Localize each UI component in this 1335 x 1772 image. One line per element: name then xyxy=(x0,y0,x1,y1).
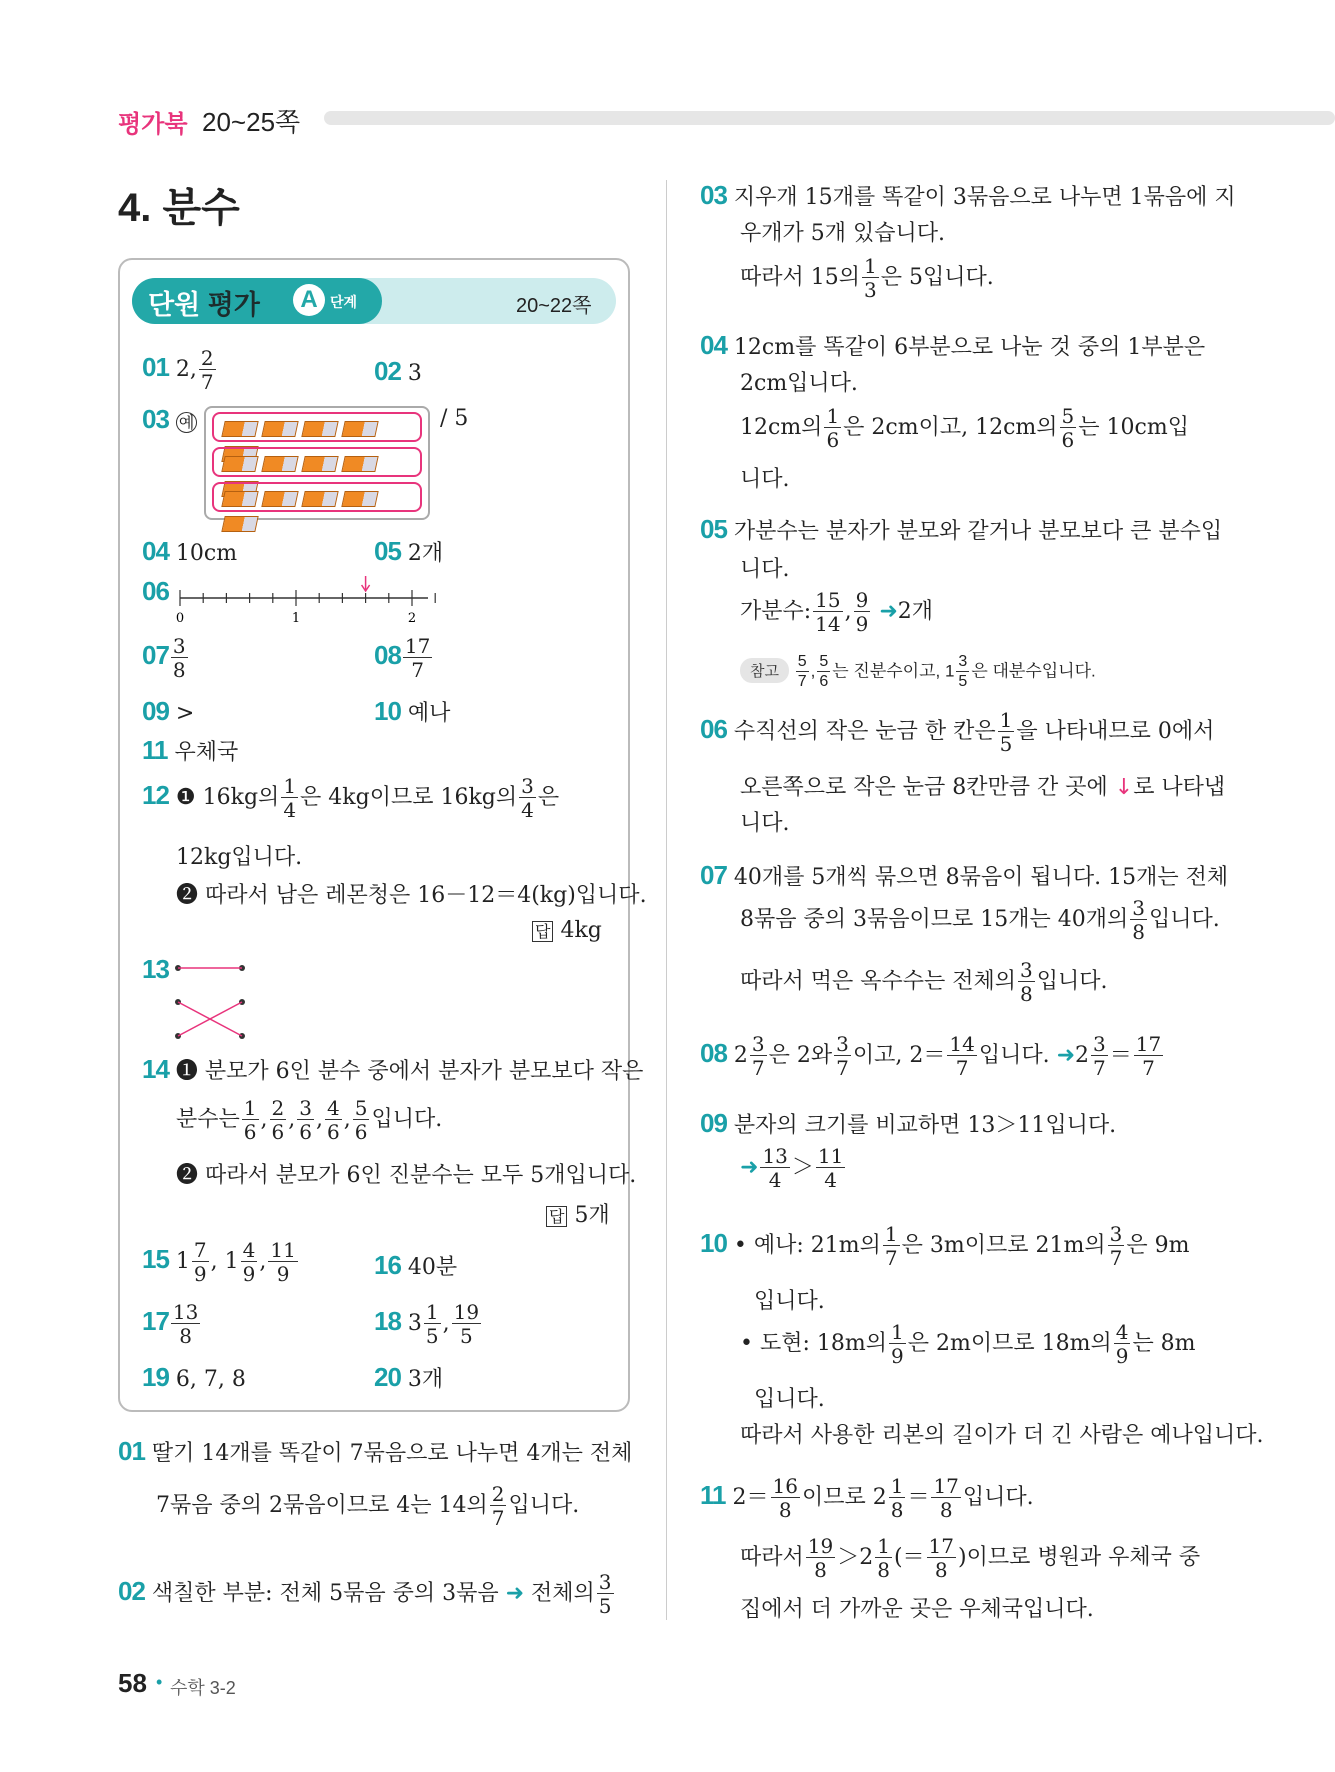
explanation-09-line1: 09 분자의 크기를 비교하면 13＞11입니다. xyxy=(700,1108,1117,1138)
answer-08: 08 $\frac{17}{7}$ xyxy=(374,634,431,682)
tick-label-1: 1 xyxy=(291,611,301,626)
explanation-07-line1: 07 40개를 5개씩 묶으면 8묶음이 됩니다. 15개는 전체 xyxy=(700,860,1229,890)
header-pages: 20~25쪽 xyxy=(202,107,301,137)
answer-06: 06 xyxy=(142,576,169,606)
explanation-04-line1: 04 12cm를 똑같이 6부분으로 나눈 것 중의 1부분은 xyxy=(700,330,1206,360)
answer-16: 16 40분 xyxy=(374,1250,458,1280)
answer-19: 19 6, 7, 8 xyxy=(142,1362,246,1392)
explanation-05-line1: 05 가분수는 분자가 분모와 같거나 분모보다 큰 분수입 xyxy=(700,514,1223,544)
arrow-right-icon: ➜ xyxy=(505,1581,525,1606)
explanation-05-note: 참고 $\frac{5}{7}$ , $\frac{5}{6}$ 는 진분수이고, 1 $\frac{3}{5}$ 은 대분수입니다. xyxy=(740,654,1096,690)
answer-12-line2: 12kg입니다. xyxy=(176,845,303,870)
answer-14-line2: 분수는 $\frac{1}{6}$ , $\frac{2}{6}$ , $\frac{3}{6}$ , $\frac{4}{6}$ , $\frac{5}{6}$ 입니다. xyxy=(176,1096,443,1144)
page-number: 58 xyxy=(118,1668,147,1698)
footer-dot: • xyxy=(156,1672,163,1692)
explanation-07-line3: 따라서 먹은 옥수수는 전체의 $\frac{3}{8}$ 입니다. xyxy=(740,958,1108,1006)
unit-label: 단원 평가 xyxy=(148,290,260,320)
unit-pages: 20~22쪽 xyxy=(516,295,592,317)
answer-17: 17 $\frac{13}{8}$ xyxy=(142,1300,199,1348)
stage-badge: A xyxy=(293,284,325,316)
eraser-group-3 xyxy=(212,482,422,512)
column-divider xyxy=(666,180,667,1620)
answer-14-line3: ❷ 따라서 분모가 6인 진분수는 모두 5개입니다. xyxy=(176,1163,637,1188)
answer-07: 07 $\frac{3}{8}$ xyxy=(142,634,186,682)
chapter-title: 4. 분수 xyxy=(118,186,240,230)
answer-03: 03 예 xyxy=(142,404,197,435)
explanation-03-line3: 따라서 15의 $\frac{1}{3}$ 은 5입니다. xyxy=(740,254,994,302)
explanation-06-line1: 06 수직선의 작은 눈금 한 칸은 $\frac{1}{5}$ 을 나타내므로 0에서 xyxy=(700,708,1215,756)
tick-label-2: 2 xyxy=(407,611,417,626)
answer-10: 10 예나 xyxy=(374,696,451,726)
arrow-right-icon: ➜ xyxy=(879,599,898,624)
explanation-04-line3: 12cm의 $\frac{1}{6}$ 은 2cm이고, 12cm의 $\frac{5}{6}$ 는 10cm입 xyxy=(740,404,1189,452)
explanation-02: 02 색칠한 부분: 전체 5묶음 중의 3묶음 ➜ 전체의 $\frac{3}{5}$ xyxy=(118,1570,612,1618)
down-arrow-icon xyxy=(362,576,370,591)
explanation-08: 08 2 $\frac{3}{7}$ 은 2와 $\frac{3}{7}$ 이고, 2＝ $\frac{14}{7}$ 입니다. ➜2 $\frac{3}{7}$ ＝ $\frac{17}{7}$ xyxy=(700,1032,1162,1080)
answer-04: 04 10cm xyxy=(142,536,238,566)
matching-lines xyxy=(172,956,262,1046)
explanation-05-line2: 니다. xyxy=(740,557,790,582)
eraser-group-1 xyxy=(212,412,422,442)
explanation-05-line3: 가분수: $\frac{15}{14}$ , $\frac{9}{9}$ ➜2개 xyxy=(740,588,934,636)
explanation-03-line2: 우개가 5개 있습니다. xyxy=(740,221,945,246)
explanation-11-line2: 따라서 $\frac{19}{8}$ ＞2 $\frac{1}{8}$ (＝ $\frac{17}{8}$ )이므로 병원과 우체국 중 xyxy=(740,1534,1201,1582)
answer-13: 13 xyxy=(142,954,169,984)
explanation-01-line2: 7묶음 중의 2묶음이므로 4는 14의 $\frac{2}{7}$ 입니다. xyxy=(156,1482,580,1530)
answer-15: 15 1 $\frac{7}{9}$ , 1 $\frac{4}{9}$ , $\frac{11}{9}$ xyxy=(142,1238,296,1286)
explanation-10-line3: • 도현: 18m의 $\frac{1}{9}$ 은 2m이므로 18m의 $\frac{4}{9}$ 는 8m xyxy=(740,1320,1196,1368)
number-line xyxy=(176,570,436,630)
explanation-04-line4: 니다. xyxy=(740,467,790,492)
footer-book: 수학 3-2 xyxy=(170,1678,236,1698)
answer-05: 05 2개 xyxy=(374,536,444,566)
answer-12-final: 답 4kg xyxy=(532,918,602,943)
header-rule xyxy=(324,111,1335,125)
answer-12-line3: ❷ 따라서 남은 레몬청은 16－12＝4(kg)입니다. xyxy=(176,883,647,908)
arrow-right-icon: ➜ xyxy=(1056,1043,1076,1068)
answer-14-final: 답 5개 xyxy=(546,1198,610,1229)
answer-09: 09 > xyxy=(142,696,195,726)
explanation-11-line1: 11 2＝ $\frac{16}{8}$ 이므로 2 $\frac{1}{8}$ ＝ $\frac{17}{8}$ 입니다. xyxy=(700,1474,1034,1522)
explanation-01-line1: 01 딸기 14개를 똑같이 7묶음으로 나누면 4개는 전체 xyxy=(118,1436,633,1466)
answer-11: 11 우체국 xyxy=(142,735,239,765)
explanation-04-line2: 2cm입니다. xyxy=(740,371,858,396)
explanation-10-line1: 10 • 예나: 21m의 $\frac{1}{7}$ 은 3m이므로 21m의 $\frac{3}{7}$ 은 9m xyxy=(700,1222,1190,1270)
explanation-07-line2: 8묶음 중의 3묶음이므로 15개는 40개의 $\frac{3}{8}$ 입니다. xyxy=(740,896,1220,944)
answer-12-line1: 12 ❶ 16kg의 $\frac{1}{4}$ 은 4kg이므로 16kg의 $\frac{3}{4}$ 은 xyxy=(142,774,560,822)
explanation-03-line1: 03 지우개 15개를 똑같이 3묶음으로 나누면 1묶음에 지 xyxy=(700,180,1236,210)
eraser-group-2 xyxy=(212,447,422,477)
answer-03-value: / 5 xyxy=(440,406,469,431)
header-book: 평가북 xyxy=(118,111,188,138)
down-arrow-icon: ↓ xyxy=(1114,775,1134,800)
stage-word: 단계 xyxy=(330,294,358,310)
explanation-09-line2: ➜ $\frac{13}{4}$ ＞ $\frac{11}{4}$ xyxy=(740,1144,844,1192)
explanation-11-line3: 집에서 더 가까운 곳은 우체국입니다. xyxy=(740,1597,1094,1622)
explanation-10-line4: 입니다. xyxy=(754,1387,825,1412)
explanation-06-line2: 오른쪽으로 작은 눈금 8칸만큼 간 곳에 ↓로 나타냅 xyxy=(740,775,1226,800)
answer-18: 18 3 $\frac{1}{5}$ , $\frac{19}{5}$ xyxy=(374,1300,480,1348)
tick-label-0: 0 xyxy=(176,611,185,626)
answer-01: 01 2, $\frac{2}{7}$ xyxy=(142,346,214,394)
answer-20: 20 3개 xyxy=(374,1362,444,1392)
answer-02: 02 3 xyxy=(374,356,422,386)
explanation-06-line3: 니다. xyxy=(740,811,790,836)
arrow-right-icon: ➜ xyxy=(740,1155,759,1180)
explanation-10-line5: 따라서 사용한 리본의 길이가 더 긴 사람은 예나입니다. xyxy=(740,1423,1264,1448)
answer-14-line1: 14 ❶ 분모가 6인 분수 중에서 분자가 분모보다 작은 xyxy=(142,1054,644,1084)
explanation-10-line2: 입니다. xyxy=(754,1289,825,1314)
